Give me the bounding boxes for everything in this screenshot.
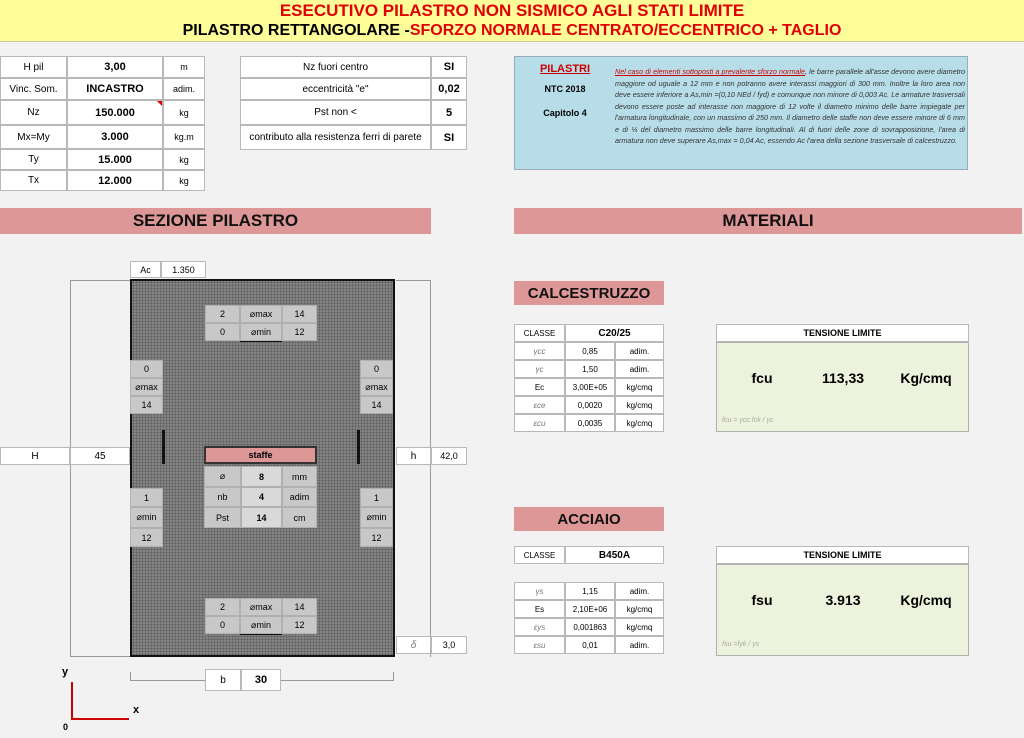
input-unit: kg: [163, 100, 205, 125]
concrete-class-label: CLASSE: [514, 324, 565, 342]
option-value-pst[interactable]: 5: [431, 100, 467, 125]
rebar-mark: [162, 430, 165, 464]
left-lower-diam[interactable]: 12: [130, 528, 163, 547]
fsu-formula: fsu =fyk / γs: [722, 641, 760, 648]
input-label: Mx=My: [0, 125, 67, 149]
input-label: Ty: [0, 149, 67, 170]
ac-value: 1.350: [161, 261, 206, 278]
concrete-param-value: 0,0035: [565, 414, 615, 432]
concrete-title: CALCESTRUZZO: [514, 281, 664, 305]
fsu-unit: Kg/cmq: [900, 592, 952, 608]
concrete-param-label: γc: [514, 360, 565, 378]
rebar-mark: [357, 430, 360, 464]
subtitle-red: SFORZO NORMALE CENTRATO/ECCENTRICO + TAGLIO: [409, 22, 842, 39]
dim-line: [70, 656, 132, 657]
dim-line: [70, 280, 132, 281]
top-count-1[interactable]: 2: [205, 305, 240, 323]
left-upper-label: ⌀max: [130, 378, 163, 396]
h-value: 42,0: [431, 447, 467, 465]
input-unit: kg.m: [163, 125, 205, 149]
input-label: Tx: [0, 170, 67, 191]
H-value[interactable]: 45: [70, 447, 130, 465]
bottom-count-2[interactable]: 0: [205, 616, 240, 634]
concrete-param-label: Ec: [514, 378, 565, 396]
bottom-diam-2[interactable]: 12: [282, 616, 317, 634]
dim-line: [393, 672, 394, 681]
x-axis-label: x: [133, 704, 140, 716]
concrete-param-value: 0,0020: [565, 396, 615, 414]
input-label: Nz: [0, 100, 67, 125]
steel-param-value: 2,10E+06: [565, 600, 615, 618]
input-value-hpil[interactable]: 3,00: [67, 56, 163, 78]
input-label: Vinc. Som.: [0, 78, 67, 100]
fcu-formula: fcu = γcc.fck / γc: [722, 417, 774, 424]
section-pilastro-band: SEZIONE PILASTRO: [0, 208, 431, 234]
concrete-param-unit: kg/cmq: [615, 378, 664, 396]
right-upper-count[interactable]: 0: [360, 360, 393, 378]
right-lower-diam[interactable]: 12: [360, 528, 393, 547]
input-value-ty[interactable]: 15.000: [67, 149, 163, 170]
steel-title: ACCIAIO: [514, 507, 664, 531]
subtitle-black: PILASTRO RETTANGOLARE -: [182, 22, 410, 39]
note-ntc: NTC 2018: [544, 84, 586, 94]
concrete-param-value: 1,50: [565, 360, 615, 378]
option-value-fuori-centro[interactable]: SI: [431, 56, 467, 78]
input-value-mx[interactable]: 3.000: [67, 125, 163, 149]
concrete-param-unit: adim.: [615, 342, 664, 360]
staffe-pst[interactable]: 14: [241, 507, 282, 528]
concrete-stress-title: TENSIONE LIMITE: [716, 324, 969, 342]
steel-param-unit: adim.: [615, 582, 664, 600]
concrete-stress-box: [716, 342, 969, 432]
steel-class-label: CLASSE: [514, 546, 565, 564]
top-count-2[interactable]: 0: [205, 323, 240, 341]
right-lower-count[interactable]: 1: [360, 488, 393, 507]
note-chapter: Capitolo 4: [543, 108, 587, 118]
fcu-unit: Kg/cmq: [900, 370, 952, 386]
staffe-label: nb: [204, 487, 241, 507]
b-label: b: [205, 669, 241, 691]
steel-param-unit: kg/cmq: [615, 618, 664, 636]
option-label: eccentricità "e": [240, 78, 431, 100]
staffe-diameter[interactable]: 8: [241, 466, 282, 487]
input-label: H pil: [0, 56, 67, 78]
top-diam-1[interactable]: 14: [282, 305, 317, 323]
top-label-1: ⌀max: [240, 305, 282, 323]
header-banner: [0, 0, 1024, 42]
dim-line: [70, 280, 71, 657]
right-upper-label: ⌀max: [360, 378, 393, 396]
ntc-note-box: [514, 56, 968, 170]
bottom-diam-1[interactable]: 14: [282, 598, 317, 616]
staffe-unit: mm: [282, 466, 317, 487]
concrete-param-unit: kg/cmq: [615, 396, 664, 414]
steel-stress-box: [716, 564, 969, 656]
option-label: Nz fuori centro: [240, 56, 431, 78]
note-text: [615, 66, 965, 168]
bottom-label-1: ⌀max: [240, 598, 282, 616]
option-label: Pst non <: [240, 100, 431, 125]
option-label: contributo alla resistenza ferri di parete: [240, 125, 431, 150]
steel-param-label: γs: [514, 582, 565, 600]
steel-param-value: 1,15: [565, 582, 615, 600]
left-upper-diam[interactable]: 14: [130, 396, 163, 414]
bottom-count-1[interactable]: 2: [205, 598, 240, 616]
delta-label: δ: [396, 636, 431, 654]
staffe-header: staffe: [204, 446, 317, 464]
concrete-param-unit: adim.: [615, 360, 664, 378]
bottom-label-2: ⌀min: [240, 616, 282, 634]
input-unit: adim.: [163, 78, 205, 100]
staffe-unit: cm: [282, 507, 317, 528]
option-value-eccentricita[interactable]: 0,02: [431, 78, 467, 100]
fsu-value: 3.913: [825, 592, 861, 608]
delta-value[interactable]: 3,0: [431, 636, 467, 654]
input-value-vinc[interactable]: INCASTRO: [67, 78, 163, 100]
right-upper-diam[interactable]: 14: [360, 396, 393, 414]
steel-param-label: εys: [514, 618, 565, 636]
x-axis-icon: [71, 718, 129, 720]
steel-param-value: 0,01: [565, 636, 615, 654]
note-title: PILASTRI: [539, 63, 591, 75]
dim-line: [430, 280, 431, 657]
origin-label: 0: [63, 722, 69, 732]
note-link[interactable]: Nel caso di elementi sottoposti a prevalente sforzo normale: [615, 67, 805, 76]
dim-line: [396, 280, 431, 281]
input-value-nz[interactable]: 150.000: [67, 100, 163, 125]
b-value[interactable]: 30: [241, 669, 281, 691]
comment-marker-icon: [157, 101, 162, 106]
option-value-contributo[interactable]: SI: [431, 125, 467, 150]
staffe-label: Pst: [204, 507, 241, 528]
steel-param-unit: adim.: [615, 636, 664, 654]
concrete-param-label: γcc: [514, 342, 565, 360]
concrete-param-value: 0,85: [565, 342, 615, 360]
input-unit: kg: [163, 149, 205, 170]
concrete-param-unit: kg/cmq: [615, 414, 664, 432]
input-unit: m: [163, 56, 205, 78]
concrete-param-label: εcu: [514, 414, 565, 432]
fcu-label: fcu: [751, 370, 773, 386]
left-lower-label: ⌀min: [130, 507, 163, 528]
staffe-label: ⌀: [204, 466, 241, 487]
ac-label: Ac: [130, 261, 161, 278]
concrete-param-value: 3,00E+05: [565, 378, 615, 396]
left-lower-count[interactable]: 1: [130, 488, 163, 507]
y-axis-label: y: [62, 666, 69, 678]
steel-class-value[interactable]: B450A: [565, 546, 664, 564]
staffe-nb[interactable]: 4: [241, 487, 282, 507]
dim-line: [130, 672, 131, 681]
concrete-param-label: εce: [514, 396, 565, 414]
note-body: , le barre parallele all'asse devono avere diametro maggiore od uguale a 12 mm e non potranno avere interassi maggiori di 300 mm. Inoltre la loro area non deve essere inferiore a As,min =(0,10 NEd / fyd) e comunque non minore di 0,003 Ac. Le armature trasversali devono essere poste ad interasse non maggiore di 12 volte il diametro minimo delle barre impiegate per l'armatura longitudinale, con un massimo di 250 mm. Il diametro delle staffe non deve essere minore di 6 mm e di ¼ del diametro massimo delle barre longitudinali. Al di fuori delle zone di sovrapposizione, l'area di armatura non deve superare As,max = 0,04 Ac, essendo Ac l'area della sezione trasversale di calcestruzzo.: [615, 67, 965, 145]
materials-band: MATERIALI: [514, 208, 1022, 234]
top-diam-2[interactable]: 12: [282, 323, 317, 341]
input-value-tx[interactable]: 12.000: [67, 170, 163, 191]
left-upper-count[interactable]: 0: [130, 360, 163, 378]
steel-param-unit: kg/cmq: [615, 600, 664, 618]
fcu-value: 113,33: [821, 370, 865, 386]
top-label-2: ⌀min: [240, 323, 282, 341]
y-axis-icon: [71, 682, 73, 720]
page-title: ESECUTIVO PILASTRO NON SISMICO AGLI STATI LIMITE: [279, 1, 745, 20]
steel-param-label: εsu: [514, 636, 565, 654]
H-label: H: [0, 447, 70, 465]
concrete-class-value[interactable]: C20/25: [565, 324, 664, 342]
input-unit: kg: [163, 170, 205, 191]
fsu-label: fsu: [751, 592, 773, 608]
page-subtitle: [0, 21, 1024, 41]
steel-stress-title: TENSIONE LIMITE: [716, 546, 969, 564]
steel-param-label: Es: [514, 600, 565, 618]
staffe-unit: adim: [282, 487, 317, 507]
right-lower-label: ⌀min: [360, 507, 393, 528]
h-label: h: [396, 447, 431, 465]
steel-param-value: 0,001863: [565, 618, 615, 636]
